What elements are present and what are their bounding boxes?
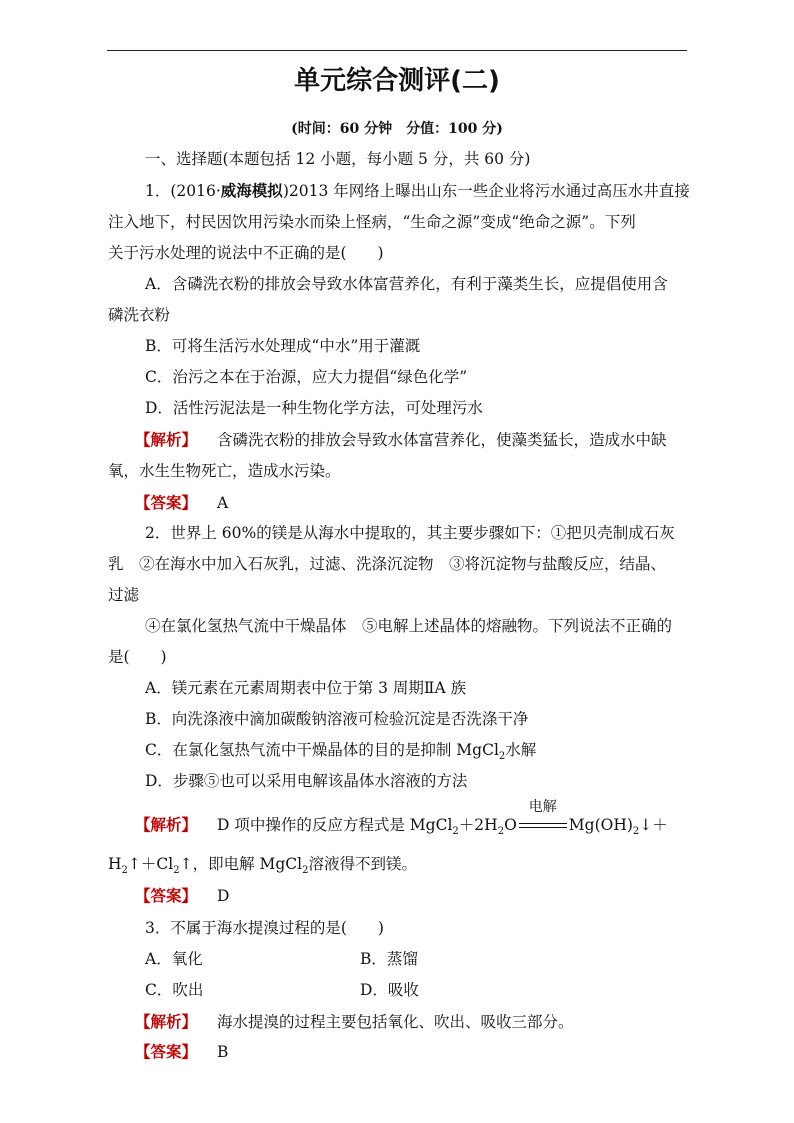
answer-label: 【答案】	[135, 1042, 198, 1061]
q2-line3: 过滤	[108, 586, 140, 604]
q2-option-a: A．镁元素在元素周期表中位于第 3 周期ⅡA 族	[145, 679, 467, 697]
analysis-label: 【解析】	[135, 1012, 198, 1031]
answer-label: 【答案】	[135, 886, 198, 905]
q3-answer: 【答案】 B	[135, 1042, 229, 1061]
analysis-label: 【解析】	[135, 815, 198, 834]
q1-option-a-cont: 磷洗衣粉	[108, 306, 171, 324]
q2-line4: ④在氯化氢热气流中干燥晶体 ⑤电解上述晶体的熔融物。下列说法不正确的	[145, 617, 673, 635]
q1-analysis-cont: 氧，水生生物死亡，造成水污染。	[108, 462, 341, 480]
section-heading: 一、选择题(本题包括 12 小题，每小题 5 分，共 60 分)	[145, 150, 531, 168]
q2-line5: 是( )	[108, 648, 167, 666]
q1-line2: 注入地下，村民因饮用污染水而染上怪病，“生命之源”变成“绝命之源”。下列	[108, 213, 636, 231]
q3-option-d: D．吸收	[360, 981, 419, 999]
q2-option-d: D．步骤⑤也可以采用电解该晶体水溶液的方法	[145, 772, 468, 790]
q1-source: 威海模拟	[220, 181, 283, 200]
analysis-label: 【解析】	[135, 430, 198, 449]
q1-option-b: B．可将生活污水处理成“中水”用于灌溉	[145, 337, 421, 355]
q3-option-b: B．蒸馏	[360, 950, 418, 968]
reaction-arrow	[517, 799, 569, 836]
q1-answer: 【答案】 A	[135, 493, 229, 512]
q3-option-c: C．吹出	[145, 981, 204, 999]
q3-stem: 3．不属于海水提溴过程的是( )	[145, 919, 384, 937]
q1-option-d: D．活性污泥法是一种生物化学方法，可处理污水	[145, 399, 483, 417]
q3-analysis: 【解析】 海水提溴的过程主要包括氧化、吹出、吸收三部分。	[135, 1012, 574, 1031]
page-title: 单元综合测评(二)	[294, 66, 500, 96]
q2-line2: 乳 ②在海水中加入石灰乳，过滤、洗涤沉淀物 ③将沉淀物与盐酸反应，结晶、	[108, 555, 667, 573]
q2-line1: 2．世界上 60%的镁是从海水中提取的，其主要步骤如下：①把贝壳制成石灰	[145, 524, 675, 542]
q3-option-a: A．氧化	[145, 950, 203, 968]
test-meta: (时间：60 分钟 分值：100 分)	[291, 121, 503, 137]
q1-line3: 关于污水处理的说法中不正确的是( )	[108, 244, 384, 262]
q1-option-c: C．治污之本在于治源，应大力提倡“绿色化学”	[145, 368, 468, 386]
reaction-condition: 电解	[528, 799, 557, 815]
header-rule	[107, 50, 687, 51]
q2-analysis: 【解析】 D 项中操作的反应方程式是 $MgCl_2+2H_2O$ 电解 $Mg(OH)_2↓+$	[135, 814, 668, 843]
q2-answer: 【答案】 D	[135, 886, 230, 905]
answer-label: 【答案】	[135, 493, 198, 512]
q2-option-b: B．向洗涤液中滴加碳酸钠溶液可检验沉淀是否洗涤干净	[145, 710, 529, 728]
q2-option-c: C．在氯化氢热气流中干燥晶体的目的是抑制 MgCl$_2$水解	[145, 741, 537, 763]
q1-option-a: A．含磷洗衣粉的排放会导致水体富营养化，有利于藻类生长，应提倡使用含	[145, 275, 668, 293]
q1-line1: 1．(2016·威海模拟)2013 年网络上曝出山东一些企业将污水通过高压水井直接	[145, 181, 690, 200]
q1-analysis: 【解析】 含磷洗衣粉的排放会导致水体富营养化，使藻类猛长，造成水中缺	[135, 430, 667, 449]
q2-analysis-cont: $H_2↑+Cl_2↑$，即电解 MgCl$_2$溶液得不到镁。	[108, 855, 418, 877]
